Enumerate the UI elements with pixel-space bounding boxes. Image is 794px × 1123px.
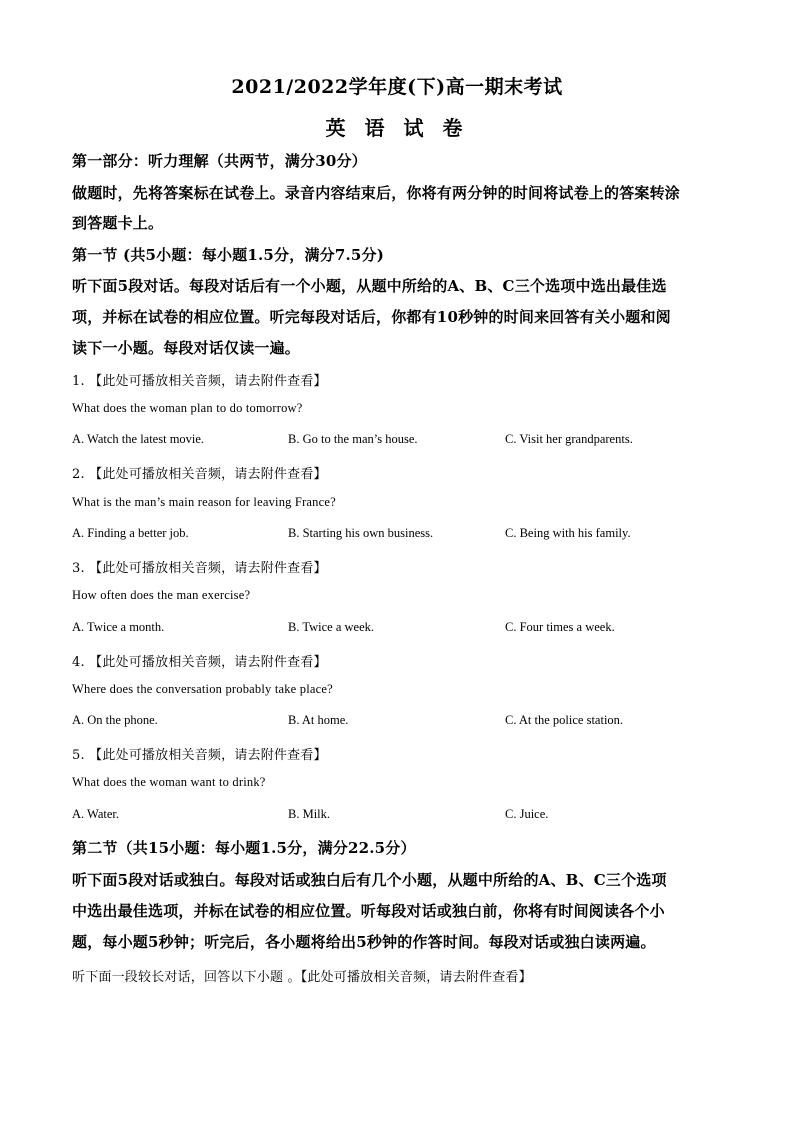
option-a: A. On the phone.	[72, 713, 158, 727]
section1-instruction-line: 听下面5段对话。每段对话后有一个小题，从题中所给的A、B、C三个选项中选出最佳选	[72, 277, 667, 295]
part1-instruction-line: 做题时，先将答案标在试卷上。录音内容结束后，你将有两分钟的时间将试卷上的答案转涂	[72, 184, 681, 202]
question-text: What is the man’s main reason for leaving France?	[72, 495, 336, 509]
section2-heading: 第二节（共15小题：每小题1.5分，满分22.5分）	[72, 839, 416, 857]
option-c: C. Four times a week.	[505, 620, 615, 634]
option-c: C. At the police station.	[505, 713, 624, 727]
option-b: B. At home.	[288, 713, 349, 727]
part1-instruction-line: 到答题卡上。	[72, 214, 164, 232]
option-c: C. Visit her grandparents.	[505, 432, 633, 446]
section1-instruction-line: 项，并标在试卷的相应位置。听完每段对话后，你都有10秒钟的时间来回答有关小题和阅	[72, 308, 671, 326]
part1-heading: 第一部分：听力理解（共两节，满分30分）	[72, 152, 367, 170]
option-b: B. Go to the man’s house.	[288, 432, 418, 446]
question-text: What does the woman plan to do tomorrow?	[72, 401, 303, 415]
option-a: A. Water.	[72, 807, 120, 821]
section2-instruction-line: 中选出最佳选项，并标在试卷的相应位置。听每段对话或独白前，你将有时间阅读各个小	[72, 902, 665, 920]
option-a: A. Twice a month.	[72, 620, 165, 634]
audio-note[interactable]: 5. 【此处可播放相关音频，请去附件查看】	[72, 748, 327, 763]
question-text: What does the woman want to drink?	[72, 775, 266, 789]
question-text: Where does the conversation probably take place?	[72, 682, 333, 696]
option-c: C. Juice.	[505, 807, 549, 821]
audio-note[interactable]: 4. 【此处可播放相关音频，请去附件查看】	[72, 655, 327, 670]
section1-heading: 第一节 (共5小题：每小题1.5分，满分7.5分)	[72, 246, 385, 264]
exam-title: 2021/2022学年度(下)高一期末考试	[231, 76, 563, 98]
exam-subject: 英 语 试 卷	[325, 116, 469, 140]
option-b: B. Twice a week.	[288, 620, 375, 634]
option-a: A. Finding a better job.	[72, 526, 189, 540]
section2-instruction-line: 听下面5段对话或独白。每段对话或独白后有几个小题，从题中所给的A、B、C三个选项	[72, 871, 667, 889]
audio-note[interactable]: 3. 【此处可播放相关音频，请去附件查看】	[72, 561, 327, 576]
section2-audio-prompt[interactable]: 听下面一段较长对话，回答以下小题 。【此处可播放相关音频，请去附件查看】	[72, 970, 532, 985]
option-a: A. Watch the latest movie.	[72, 432, 205, 446]
option-b: B. Starting his own business.	[288, 526, 434, 540]
option-b: B. Milk.	[288, 807, 331, 821]
option-c: C. Being with his family.	[505, 526, 631, 540]
question-text: How often does the man exercise?	[72, 588, 251, 602]
audio-note[interactable]: 2. 【此处可播放相关音频，请去附件查看】	[72, 467, 327, 482]
audio-note[interactable]: 1. 【此处可播放相关音频，请去附件查看】	[72, 374, 327, 389]
section2-instruction-line: 题，每小题5秒钟；听完后，各小题将给出5秒钟的作答时间。每段对话或独白读两遍。	[72, 933, 656, 951]
section1-instruction-line: 读下一小题。每段对话仅读一遍。	[72, 339, 301, 357]
